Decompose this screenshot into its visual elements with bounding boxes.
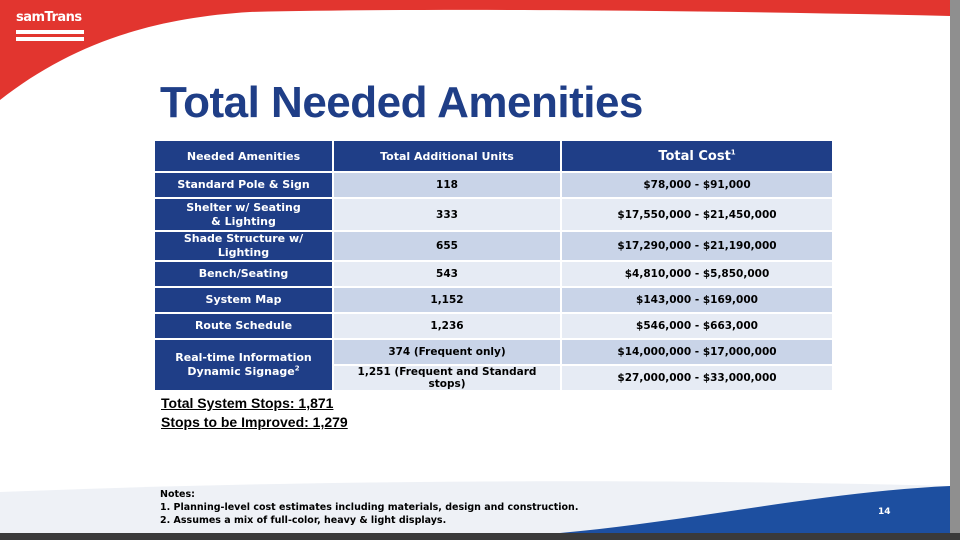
table-row [154, 198, 833, 231]
units-cell: 655 [333, 231, 561, 261]
amenity-cell: Bench/Seating [154, 261, 333, 287]
footnote-marker: 2 [294, 364, 300, 373]
amenities-table [153, 139, 834, 392]
total-system-stops: Total System Stops: 1,871 [161, 395, 334, 411]
cost-cell: $17,550,000 - $21,450,000 [561, 198, 833, 231]
stops-to-be-improved: Stops to be Improved: 1,279 [161, 414, 348, 430]
amenity-line: Dynamic Signage [187, 365, 295, 378]
units-cell: 333 [333, 198, 561, 231]
logo-text: samTrans [16, 10, 82, 25]
table-row [154, 313, 833, 339]
logo-bar [16, 37, 84, 41]
cost-cell: $4,810,000 - $5,850,000 [561, 261, 833, 287]
amenity-cell: System Map [154, 287, 333, 313]
units-cell: 1,251 (Frequent and Standard stops) [333, 365, 561, 391]
note-item: 2. Assumes a mix of full-color, heavy & light displays. [160, 515, 447, 526]
units-cell: 543 [333, 261, 561, 287]
amenity-cell [154, 198, 333, 231]
cost-cell: $143,000 - $169,000 [561, 287, 833, 313]
cost-cell: $27,000,000 - $33,000,000 [561, 365, 833, 391]
header-total-units: Total Additional Units [333, 140, 561, 172]
amenity-line: & Lighting [211, 214, 276, 228]
units-cell: 1,236 [333, 313, 561, 339]
table-row [154, 339, 833, 365]
slide-title: Total Needed Amenities [160, 78, 643, 127]
table-row [154, 172, 833, 198]
cost-cell: $14,000,000 - $17,000,000 [561, 339, 833, 365]
table-row [154, 231, 833, 261]
cost-cell: $546,000 - $663,000 [561, 313, 833, 339]
amenity-line: Real-time Information [175, 351, 312, 364]
cost-cell: $78,000 - $91,000 [561, 172, 833, 198]
notes [160, 488, 578, 527]
header-needed-amenities: Needed Amenities [154, 140, 333, 172]
samtrans-logo [16, 10, 84, 41]
amenity-cell: Route Schedule [154, 313, 333, 339]
amenity-line: Shelter w/ Seating [186, 200, 301, 214]
header-total-cost [561, 140, 833, 172]
note-item: 1. Planning-level cost estimates including materials, design and construction. [160, 502, 579, 513]
table-row [154, 287, 833, 313]
amenity-cell: Standard Pole & Sign [154, 172, 333, 198]
units-cell: 118 [333, 172, 561, 198]
units-cell: 374 (Frequent only) [333, 339, 561, 365]
amenity-cell [154, 339, 333, 391]
amenity-cell: Shade Structure w/ Lighting [154, 231, 333, 261]
footnote-marker: 1 [730, 148, 736, 157]
viewer-frame-edge [0, 533, 960, 540]
logo-bar [16, 30, 84, 34]
table-header-row [154, 140, 833, 172]
header-total-cost-label: Total Cost [658, 148, 731, 164]
table-row [154, 261, 833, 287]
units-cell: 1,152 [333, 287, 561, 313]
notes-heading: Notes: [160, 489, 195, 500]
page-number: 14 [878, 507, 891, 517]
cost-cell: $17,290,000 - $21,190,000 [561, 231, 833, 261]
stops-summary [161, 394, 348, 432]
